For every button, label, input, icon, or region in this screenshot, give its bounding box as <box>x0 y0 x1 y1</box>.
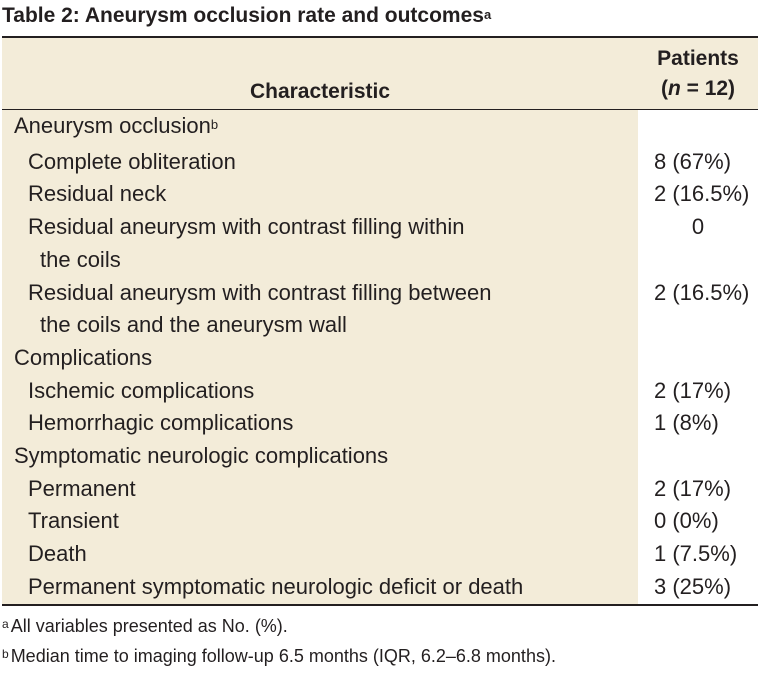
footnote-mark: a <box>2 617 9 631</box>
row-label-text: Residual aneurysm with contrast filling within <box>28 214 465 240</box>
table-header <box>2 38 758 110</box>
table-title-footnote-mark: a <box>483 7 492 22</box>
row-label: Residual neck <box>28 181 167 207</box>
row-label <box>2 211 638 276</box>
table-row <box>2 110 758 146</box>
row-label: Death <box>28 541 87 567</box>
table-row <box>2 538 758 571</box>
table-row <box>2 440 758 473</box>
table-row <box>2 211 758 276</box>
row-label-text: Aneurysm occlusion <box>14 113 211 138</box>
footnote-b <box>2 642 556 672</box>
header-n-value: = 12) <box>680 77 736 100</box>
table-row <box>2 178 758 211</box>
row-value: 0 (0%) <box>654 508 719 534</box>
table-row <box>2 277 758 342</box>
row-label <box>2 110 638 146</box>
header-patients-count <box>638 74 758 104</box>
row-value: 2 (17%) <box>654 475 732 501</box>
table-row <box>2 342 758 375</box>
row-label <box>2 277 638 342</box>
footnote-text: Median time to imaging follow-up 6.5 months (IQR, 6.2–6.8 months). <box>10 646 556 666</box>
table-footnotes <box>2 612 556 672</box>
header-patients <box>638 44 758 104</box>
row-footnote-mark: b <box>210 117 219 132</box>
row-label: Hemorrhagic complications <box>28 410 294 436</box>
row-label: Ischemic complications <box>28 377 255 403</box>
outcomes-table <box>2 36 758 606</box>
row-label-continuation: the coils and the aneurysm wall <box>40 312 347 338</box>
footnote-text: All variables presented as No. (%). <box>10 616 288 636</box>
row-label-text: Residual aneurysm with contrast filling between <box>28 279 492 305</box>
row-label: Permanent <box>28 475 136 501</box>
table-body <box>2 110 758 604</box>
row-value <box>638 440 758 473</box>
row-value: 0 <box>691 214 705 240</box>
table-row <box>2 375 758 408</box>
footnote-a <box>2 612 556 642</box>
footnote-mark: b <box>2 647 9 661</box>
row-label: Symptomatic neurologic complications <box>14 443 389 469</box>
table-row <box>2 505 758 538</box>
row-value <box>638 342 758 375</box>
table-row <box>2 473 758 506</box>
table-row <box>2 571 758 604</box>
row-value <box>638 110 758 146</box>
row-value: 2 (16.5%) <box>654 181 750 207</box>
header-characteristic: Characteristic <box>249 80 391 103</box>
row-label: Complete obliteration <box>28 148 236 174</box>
table-row <box>2 146 758 179</box>
row-label-continuation: the coils <box>40 246 121 272</box>
header-paren-open: ( <box>660 77 668 100</box>
row-value: 1 (8%) <box>654 410 719 436</box>
row-value: 3 (25%) <box>654 573 732 599</box>
row-value: 2 (17%) <box>654 377 732 403</box>
header-n-symbol: n <box>667 77 681 100</box>
header-patients-label: Patients <box>657 47 739 70</box>
table-title-text: Table 2: Aneurysm occlusion rate and outcomes <box>2 4 484 27</box>
row-label: Complications <box>14 344 153 370</box>
row-value: 2 (16.5%) <box>654 279 750 305</box>
table-title <box>2 2 491 32</box>
row-value: 8 (67%) <box>654 148 732 174</box>
row-value: 1 (7.5%) <box>654 541 738 567</box>
row-label: Permanent symptomatic neurologic deficit or death <box>28 573 524 599</box>
table-row <box>2 407 758 440</box>
row-label: Transient <box>28 508 119 534</box>
